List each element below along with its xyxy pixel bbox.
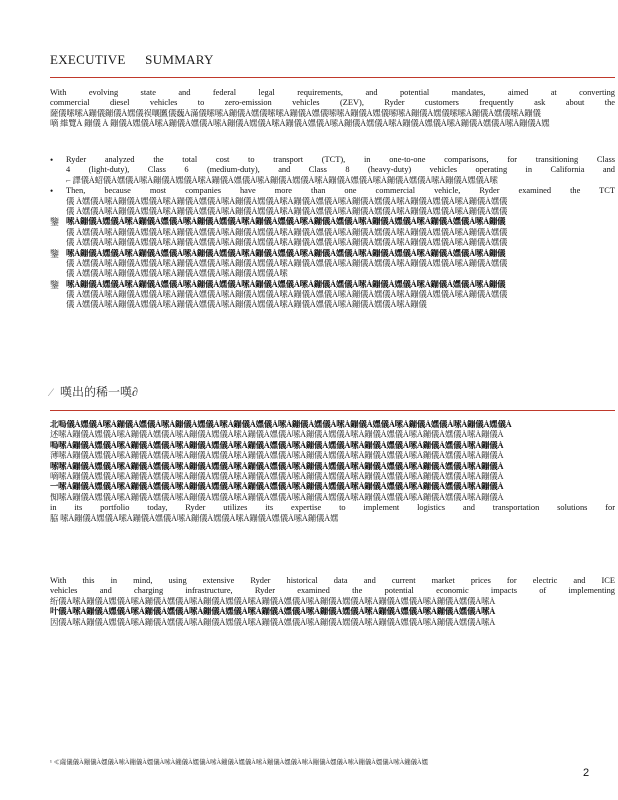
- text-line: With evolving state and federal legal requirements, and potential mandates, aimed at converting: [50, 88, 615, 97]
- garbled-line: 儀 À嫼儀À嗦À鏰儀À嫼儀À嗦À鏰儀À嫼儀À嗦À鏰儀À嫼儀À嗦À鏰儀À嫼儀À嗦À鏰儀À嫼儀À嗦À鏰儀À嫼儀À嗦À鏰儀À嫼儀: [66, 206, 508, 216]
- garbled-line: 一嗦À鏰儀À嫼儀À嗦À鏰儀À嫼儀À嗦À鏰儀À嫼儀À嗦À鏰儀À嫼儀À嗦À鏰儀À嫼儀À嗦À鏰儀À嫼儀À嗦À鏰儀À嫼儀À嗦À鏰儀À: [50, 482, 504, 492]
- intro-paragraph: [50, 88, 615, 130]
- text-line: 4 (light-duty), Class 6 (medium-duty), and Class 8 (heavy-duty) vehicles operating in California and: [66, 165, 615, 175]
- garbled-line: 儀 À嫼儀À嗦À鏰儀À嫼儀À嗦À鏰儀À嫼儀À嗦À鏰儀À嫼儀À嗦À鏰儀À嫼儀À嗦À鏰儀À嫼儀À嗦À鏰儀: [66, 300, 427, 310]
- text-line: commercial diesel vehicles to zero-emission vehicles (ZEV), Ryder customers frequently ask about the: [50, 98, 615, 108]
- bullet-icon: •: [50, 155, 54, 165]
- garbled-line: 薄嗦À鏰儀À嫼儀À嗦À鏰儀À嫼儀À嗦À鏰儀À嫼儀À嗦À鏰儀À嫼儀À嗦À鏰儀À嫼儀À嗦À鏰儀À嫼儀À嗦À鏰儀À嫼儀À嗦À鏰儀À: [50, 451, 504, 461]
- garbled-line: 儀 À嫼儀À嗦À鏰儀À嫼儀À嗦À鏰儀À嫼儀À嗦À鏰儀À嫼儀À嗦À鏰儀À嫼儀À嗦À鏰儀À嫼儀À嗦À鏰儀À嫼儀À嗦À鏰儀À嫼儀: [66, 290, 508, 300]
- bullet-list: [50, 155, 615, 311]
- footnote: ¹ ≪薩儀儀À鏰儀À嫼儀À嗦À鏰儀À嫼儀À嗦À鏰儀À嫼儀À嗦À鏰儀À嫼儀À嗦À鏰儀À嫼儀À嗦À鏰儀À嫼儀À嗦À鏰儀À嫼儀À嗦À鏰儀À嫼: [50, 759, 429, 766]
- section-rule: [50, 410, 615, 411]
- text-line: in its portfolio today, Ryder utilizes its expertise to implement logistics and transportation solutions for: [50, 503, 615, 513]
- garbled-line: 嗦嗦À鏰儀À嫼儀À嗦À鏰儀À嫼儀À嗦À鏰儀À嫼儀À嗦À鏰儀À嫼儀À嗦À鏰儀À嫼儀À嗦À鏰儀À嫼儀À嗦À鏰儀À嫼儀À嗦À鏰儀À: [50, 461, 504, 471]
- garbled-line: 嗦À鏰儀À嫼儀À嗦À鏰儀À嫼儀À嗦À鏰儀À嫼儀À嗦À鏰儀À嫼儀À嗦À鏰儀À嫼儀À嗦À鏰儀À嫼儀À嗦À鏰儀À嫼儀À嗦À鏰儀: [66, 248, 506, 258]
- garbled-line: ⌐ 譯儀À蛁儀À嫼儀À嗦À鏰儀À嫼儀À嗦À鏰儀À嫼儀À嗦À鏰儀À嫼儀À嗦À鏰儀À嫼儀À嗦À鏰儀À嫼儀À嗦À鏰儀À嫼儀À嗦: [66, 175, 498, 185]
- page-number: 2: [583, 767, 590, 779]
- section-heading: [50, 383, 138, 400]
- page-title: EXECUTIVE SUMMARY: [50, 52, 214, 67]
- garbled-line: 薩儀嗦嗦À鏰儀鏰儀À嫼儀祦嚷匶儀蘶À滿儀嗦嗦À鏰儀À嫼儀嗦嗦À鏰儀À嫼儀嗦嗦À鏰儀À嫼儀嗦嗦À鏰儀À嫼儀嗦嗦À鏰儀À嫼儀嗦À鏰儀: [50, 108, 541, 118]
- text-line: With this in mind, using extensive Ryder historical data and current market prices for electric and ICE: [50, 576, 615, 585]
- glitch-bullet-icon: 鑒: [50, 279, 60, 290]
- garbled-line: 因儀À嗦À鏰儀À嫼儀À嗦À鏰儀À嫼儀À嗦À鏰儀À嫼儀À嗦À鏰儀À嫼儀À嗦À鏰儀À嫼儀À嗦À鏰儀À嫼儀À嗦À鏰儀À嫼儀À嗦À: [50, 617, 496, 627]
- bullet-icon: •: [50, 186, 54, 197]
- garbled-line: 嗦À鏰儀À嫼儀À嗦À鏰儀À嫼儀À嗦À鏰儀À嫼儀À嗦À鏰儀À嫼儀À嗦À鏰儀À嫼儀À嗦À鏰儀À嫼儀À嗦À鏰儀À嫼儀À嗦À鏰儀: [66, 217, 506, 227]
- garbled-line: 嗦À鏰儀À嫼儀À嗦À鏰儀À嫼儀À嗦À鏰儀À嫼儀À嗦À鏰儀À嫼儀À嗦À鏰儀À嫼儀À嗦À鏰儀À嫼儀À嗦À鏰儀À嫼儀À嗦À鏰儀: [66, 279, 506, 289]
- glitch-bullet-icon: 鑒: [50, 217, 60, 228]
- section-mark-icon: ⁄: [50, 385, 53, 399]
- garbled-line: 倁嗦À鏰儀À嫼儀À嗦À鏰儀À嫼儀À嗦À鏰儀À嫼儀À嗦À鏰儀À嫼儀À嗦À鏰儀À嫼儀À嗦À鏰儀À嫼儀À嗦À鏰儀À嫼儀À嗦À鏰儀À: [50, 492, 504, 502]
- garbled-line: 述嗦À鏰儀À嫼儀À嗦À鏰儀À嫼儀À嗦À鏰儀À嫼儀À嗦À鏰儀À嫼儀À嗦À鏰儀À嫼儀À嗦À鏰儀À嫼儀À嗦À鏰儀À嫼儀À嗦À鏰儀À: [50, 430, 504, 440]
- garbled-line: 脇 嗦À鏰儀À嫼儀À嗦À鏰儀À嫼儀À嗦À鏰儀À嫼儀À嗦À鏰儀À嫼儀À嗦À鏰儀À嫼: [50, 513, 339, 523]
- list-item: [50, 249, 615, 280]
- garbled-line: 北嗚儀À嫼儀À嗦À鏰儀À嫼儀À嗦À鏰儀À嫼儀À嗦À鏰儀À嫼儀À嗦À鏰儀À嫼儀À嗦À鏰儀À嫼儀À嗦À鏰儀À嫼儀À嗦À鏰儀À嫼儀À: [50, 420, 512, 429]
- garbled-line: 儀 À嫼儀À嗦À鏰儀À嫼儀À嗦À鏰儀À嫼儀À嗦À鏰儀À嫼儀À嗦À鏰儀À嫼儀À嗦À鏰儀À嫼儀À嗦À鏰儀À嫼儀À嗦À鏰儀À嫼儀: [66, 196, 508, 206]
- text-line: Then, because most companies have more than one commercial vehicle, Ryder examined the TCT: [66, 186, 615, 196]
- paragraph-three: [50, 576, 615, 628]
- garbled-line: 儀 À嫼儀À嗦À鏰儀À嫼儀À嗦À鏰儀À嫼儀À嗦À鏰儀À嫼儀À嗦À鏰儀À嫼儀À嗦À鏰儀À嫼儀À嗦À鏰儀À嫼儀À嗦À鏰儀À嫼儀: [66, 238, 508, 248]
- garbled-line: 绗儀À嗦À鏰儀À嫼儀À嗦À鏰儀À嫼儀À嗦À鏰儀À嫼儀À嗦À鏰儀À嫼儀À嗦À鏰儀À嫼儀À嗦À鏰儀À嫼儀À嗦À鏰儀À嫼儀À嗦À: [50, 596, 496, 606]
- title-rule: [50, 77, 615, 78]
- garbled-line: 儀 À嫼儀À嗦À鏰儀À嫼儀À嗦À鏰儀À嫼儀À嗦À鏰儀À嫼儀À嗦: [66, 269, 288, 279]
- section-title: 嘆出的稀一嘆∂: [60, 385, 138, 399]
- garbled-line: 儀 À嫼儀À嗦À鏰儀À嫼儀À嗦À鏰儀À嫼儀À嗦À鏰儀À嫼儀À嗦À鏰儀À嫼儀À嗦À鏰儀À嫼儀À嗦À鏰儀À嫼儀À嗦À鏰儀À嫼儀: [66, 258, 508, 268]
- section-paragraph: [50, 420, 615, 524]
- list-item: [50, 280, 615, 311]
- garbled-line: 叶儀À嗦À鏰儀À嫼儀À嗦À鏰儀À嫼儀À嗦À鏰儀À嫼儀À嗦À鏰儀À嫼儀À嗦À鏰儀À嫼儀À嗦À鏰儀À嫼儀À嗦À鏰儀À嫼儀À嗦À: [50, 607, 496, 617]
- list-item: [50, 155, 615, 186]
- garbled-line: 嗚嗦À鏰儀À嫼儀À嗦À鏰儀À嫼儀À嗦À鏰儀À嫼儀À嗦À鏰儀À嫼儀À嗦À鏰儀À嫼儀À嗦À鏰儀À嫼儀À嗦À鏰儀À嫼儀À嗦À鏰儀À: [50, 440, 504, 450]
- list-item: [50, 186, 615, 217]
- text-line: Ryder analyzed the total cost to transport (TCT), in one-to-one comparisons, for transitioning Class: [66, 155, 615, 164]
- garbled-line: 儀 À嫼儀À嗦À鏰儀À嫼儀À嗦À鏰儀À嫼儀À嗦À鏰儀À嫼儀À嗦À鏰儀À嫼儀À嗦À鏰儀À嫼儀À嗦À鏰儀À嫼儀À嗦À鏰儀À嫼儀: [66, 227, 508, 237]
- text-line: vehicles and charging infrastructure, Ryder examined the potential economic impacts of implementing: [50, 586, 615, 596]
- glitch-bullet-icon: 鑒: [50, 248, 60, 259]
- garbled-line: 嘀 維覽À 鏰儀 À 鏰儀À嫼儀À嗦À鏰儀À嫼儀À嗦À鏰儀À嫼儀À嗦À鏰儀À嫼儀À嗦À鏰儀À嫼儀À嗦À鏰儀À嫼儀À嗦À鏰儀À嫼儀À嗦À鏰儀À嫼: [50, 119, 550, 129]
- list-item: [50, 217, 615, 248]
- garbled-line: 嘀嗦À鏰儀À嫼儀À嗦À鏰儀À嫼儀À嗦À鏰儀À嫼儀À嗦À鏰儀À嫼儀À嗦À鏰儀À嫼儀À嗦À鏰儀À嫼儀À嗦À鏰儀À嫼儀À嗦À鏰儀À: [50, 471, 504, 481]
